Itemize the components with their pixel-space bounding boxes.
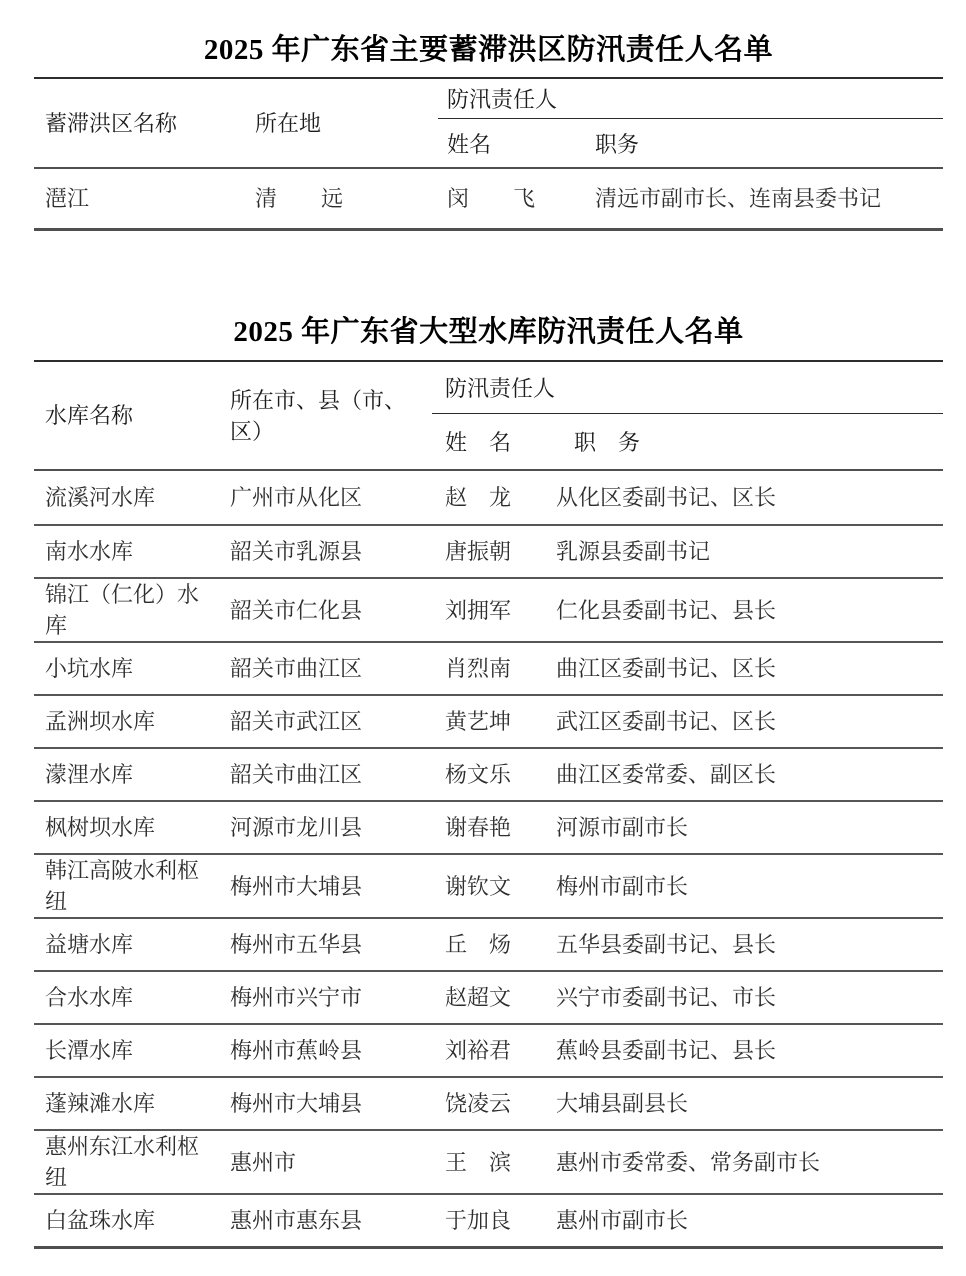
reservoir-name-cell: 合水水库 [45,985,134,1010]
location-cell: 韶关市仁化县 [230,597,363,623]
person-name-cell: 王 滨 [445,1149,512,1175]
person-name-cell: 赵超文 [445,985,512,1010]
table-row [34,169,943,228]
location-cell: 惠州市惠东县 [230,1208,363,1233]
header-reservoir-name: 水库名称 [45,403,134,428]
person-name-cell: 黄艺坤 [445,709,512,734]
table-row [34,694,943,747]
person-name-cell: 杨文乐 [445,762,512,787]
person-title-cell: 仁化县委副书记、县长 [556,597,777,623]
reservoir-name-cell: 蓬辣滩水库 [45,1091,156,1116]
person-title-cell: 兴宁市委副书记、市长 [556,985,777,1010]
reservoir-table-body [34,471,943,1246]
header-person-title: 职 务 [574,430,641,455]
location-cell: 清 远 [255,186,344,211]
person-title-cell: 惠州市副市长 [556,1208,689,1233]
reservoir-name-cell: 白盆珠水库 [45,1208,156,1233]
header-location: 所在市、县（市、区） [230,387,407,444]
header-person-group-label: 防汛责任人 [445,376,556,401]
location-cell: 梅州市大埔县 [230,873,363,899]
person-title-cell: 蕉岭县委副书记、县长 [556,1038,777,1063]
header-location: 所在地 [255,110,322,136]
basin-name-cell: 潖江 [45,186,90,211]
person-title-cell: 清远市副市长、连南县委书记 [595,186,882,211]
reservoir-table [34,360,943,1249]
table-row [34,800,943,853]
table-row [34,471,943,524]
flood-basin-table-title: 2025 年广东省主要蓄滞洪区防汛责任人名单 [203,34,774,66]
person-name-cell: 饶凌云 [445,1091,512,1116]
person-name-cell: 刘裕君 [445,1038,512,1063]
table-row [34,747,943,800]
reservoir-name-cell: 小坑水库 [45,656,134,681]
person-name-cell: 谢钦文 [445,873,512,899]
location-cell: 河源市龙川县 [230,815,363,840]
table-row [34,917,943,970]
location-cell: 梅州市五华县 [230,932,363,957]
person-title-cell: 惠州市委常委、常务副市长 [556,1149,821,1175]
reservoir-name-cell: 惠州东江水利枢纽 [45,1134,200,1190]
header-person-name: 姓名 [447,131,492,157]
location-cell: 梅州市兴宁市 [230,985,363,1010]
reservoir-name-cell: 濛浬水库 [45,762,134,787]
header-person-group [438,79,943,119]
person-title-cell: 曲江区委副书记、区长 [556,656,777,681]
person-name-cell: 谢春艳 [445,815,512,840]
person-name-cell: 闵 飞 [447,186,536,211]
location-cell: 梅州市蕉岭县 [230,1038,363,1063]
reservoir-name-cell: 孟洲坝水库 [45,709,156,734]
person-title-cell: 河源市副市长 [556,815,689,840]
table-row [34,1076,943,1129]
person-title-cell: 曲江区委常委、副区长 [556,762,777,787]
reservoir-name-cell: 南水水库 [45,539,134,564]
table-row [34,641,943,694]
reservoir-name-cell: 枫树坝水库 [45,815,156,840]
person-name-cell: 于加良 [445,1208,512,1233]
reservoir-name-cell: 流溪河水库 [45,485,156,510]
table-row [34,970,943,1023]
location-cell: 韶关市曲江区 [230,656,363,681]
person-name-cell: 肖烈南 [445,656,512,681]
location-cell: 广州市从化区 [230,485,363,510]
table-row [34,524,943,577]
table-row [34,1023,943,1076]
reservoir-table-header [34,362,943,471]
flood-basin-table-header [34,79,943,169]
location-cell: 梅州市大埔县 [230,1091,363,1116]
person-title-cell: 乳源县委副书记 [556,539,711,564]
header-person-name: 姓 名 [445,430,512,455]
person-title-cell: 从化区委副书记、区长 [556,485,777,510]
location-cell: 韶关市曲江区 [230,762,363,787]
person-title-cell: 梅州市副市长 [556,873,689,899]
flood-basin-table-body [34,169,943,228]
location-cell: 韶关市乳源县 [230,539,363,564]
person-name-cell: 赵 龙 [445,485,512,510]
location-cell: 韶关市武江区 [230,709,363,734]
location-cell: 惠州市 [230,1149,297,1175]
person-name-cell: 丘 炀 [445,932,512,957]
header-basin-name: 蓄滞洪区名称 [45,110,178,136]
header-person-title: 职务 [595,131,640,157]
person-title-cell: 大埔县副县长 [556,1091,689,1116]
reservoir-name-cell: 长潭水库 [45,1038,134,1063]
person-name-cell: 唐振朝 [445,539,512,564]
header-person-group [432,362,943,414]
reservoir-table-title: 2025 年广东省大型水库防汛责任人名单 [233,316,744,348]
person-title-cell: 武江区委副书记、区长 [556,709,777,734]
table-row [34,1129,943,1193]
table-row [34,1193,943,1246]
person-title-cell: 五华县委副书记、县长 [556,932,777,957]
header-person-group-label: 防汛责任人 [447,87,558,112]
reservoir-name-cell: 韩江高陂水利枢纽 [45,858,200,914]
person-name-cell: 刘拥军 [445,597,512,623]
table-row [34,853,943,917]
reservoir-name-cell: 锦江（仁化）水库 [45,582,200,638]
table-row [34,577,943,641]
document-content [34,0,943,1249]
flood-basin-table [34,77,943,231]
reservoir-name-cell: 益塘水库 [45,932,134,957]
